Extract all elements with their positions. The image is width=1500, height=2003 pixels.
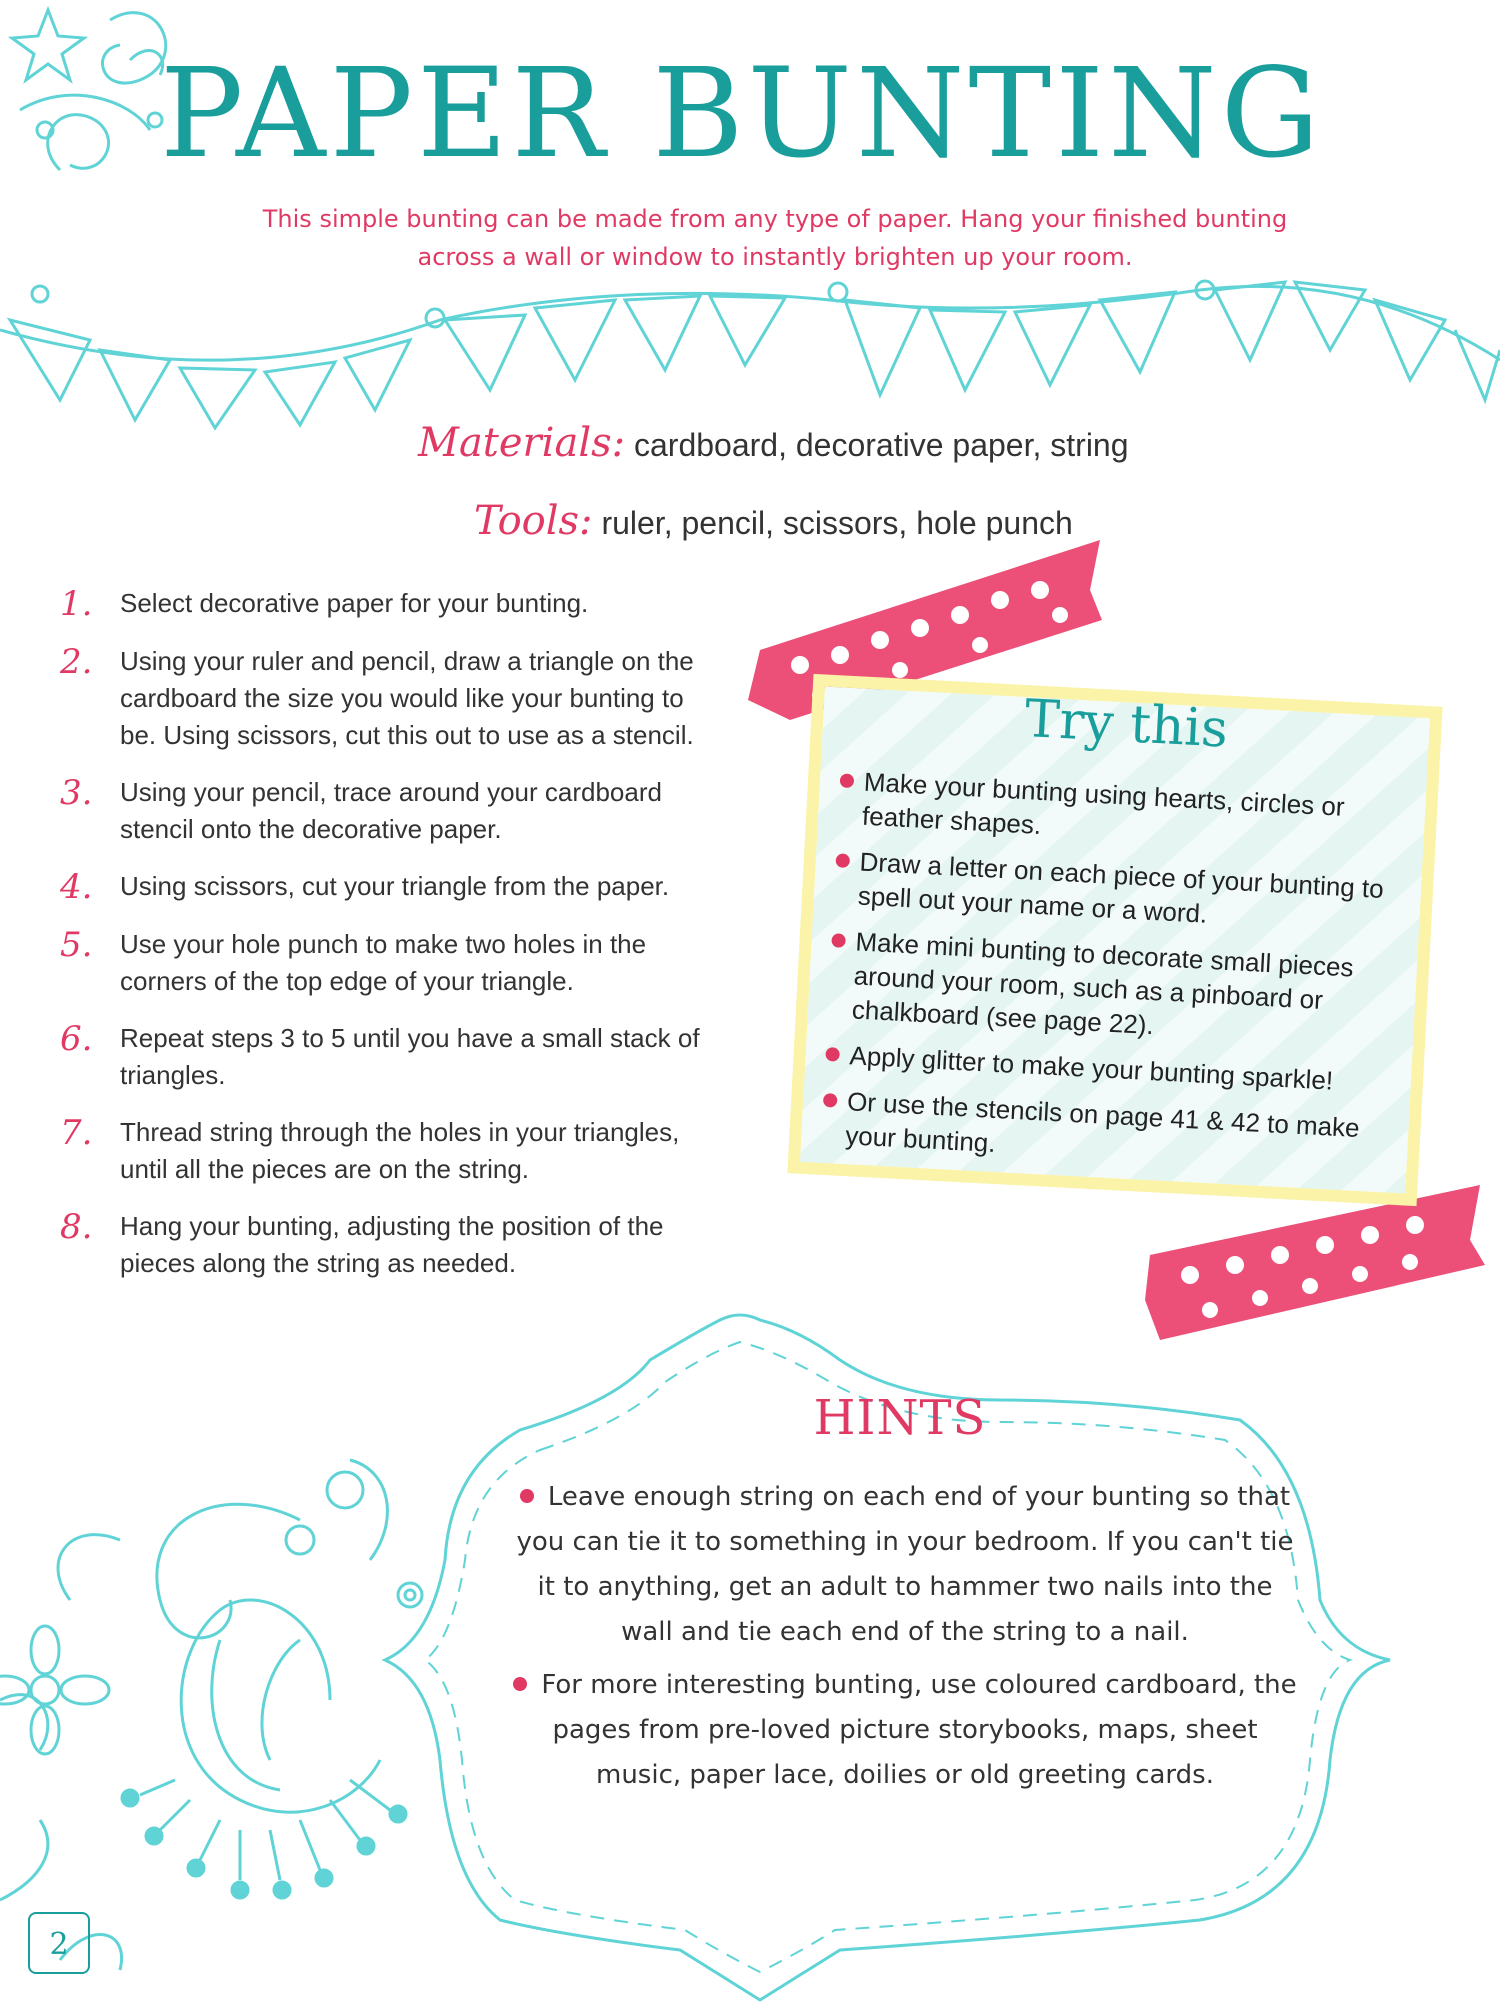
step-number: 5. (60, 925, 93, 965)
step-text: Hang your bunting, adjusting the position of the pieces along the string as needed. (120, 1211, 664, 1278)
page-title: PAPER BUNTING (160, 42, 1324, 186)
tools-text: ruler, pencil, scissors, hole punch (601, 505, 1073, 541)
bullet-icon (513, 1677, 527, 1691)
step-text: Using your pencil, trace around your cardboard stencil onto the decorative paper. (120, 777, 662, 844)
hints-list (510, 1475, 1300, 1806)
step-number: 4. (60, 867, 93, 907)
materials-label: Materials: (418, 420, 626, 466)
materials-text: cardboard, decorative paper, string (634, 427, 1129, 463)
step-item (60, 1114, 730, 1188)
bullet-icon (825, 1047, 840, 1062)
step-number: 1. (60, 584, 93, 624)
washi-tape-icon (1145, 1185, 1485, 1340)
step-item (60, 868, 730, 906)
bullet-icon (835, 853, 850, 868)
try-this-text: Draw a letter on each piece of your bunting to spell out your name or a word. (857, 846, 1385, 929)
step-text: Use your hole punch to make two holes in the corners of the top edge of your triangle. (120, 929, 647, 996)
step-text: Using your ruler and pencil, draw a triangle on the cardboard the size you would like your bunting to be. Using scissors, cut this out to use as a stencil. (120, 646, 694, 750)
flower-icon (0, 1626, 109, 1754)
step-number: 7. (60, 1113, 93, 1153)
step-number: 6. (60, 1019, 93, 1059)
try-this-title: Try this (1023, 689, 1230, 760)
bunting-icon (0, 281, 1500, 428)
try-this-text: Or use the stencils on page 41 & 42 to make your bunting. (844, 1086, 1361, 1159)
hint-item (510, 1475, 1300, 1655)
step-number: 3. (60, 773, 93, 813)
step-item (60, 1020, 730, 1094)
bullet-icon (840, 773, 855, 788)
try-this-box (787, 674, 1442, 1206)
try-this-text: Make your bunting using hearts, circles or feather shapes. (861, 766, 1346, 840)
step-text: Select decorative paper for your bunting. (120, 588, 589, 618)
hint-text: Leave enough string on each end of your bunting so that you can tie it to something in your bedroom. If you can't tie it to anything, get an adult to hammer two nails into the wall and tie each end of the string to a nail. (516, 1482, 1294, 1647)
step-text: Using scissors, cut your triangle from the paper. (120, 871, 670, 901)
step-item (60, 926, 730, 1000)
materials-line (418, 420, 1129, 466)
hint-text: For more interesting bunting, use coloured cardboard, the pages from pre-loved picture storybooks, maps, sheet music, paper lace, doilies or old greeting cards. (541, 1670, 1297, 1790)
bullet-icon (831, 933, 846, 948)
try-this-item (819, 1083, 1402, 1181)
step-text: Thread string through the holes in your triangles, until all the pieces are on the string. (120, 1117, 680, 1184)
step-item (60, 774, 730, 848)
try-this-text: Apply glitter to make your bunting sparkle! (848, 1040, 1334, 1096)
hints-title: HINTS (813, 1390, 987, 1446)
step-item (60, 585, 730, 623)
hint-item (510, 1663, 1300, 1798)
steps-list (60, 585, 730, 1302)
step-text: Repeat steps 3 to 5 until you have a small stack of triangles. (120, 1023, 700, 1090)
step-item (60, 1208, 730, 1282)
bullet-icon (520, 1489, 534, 1503)
swirl-flourish-icon (0, 1460, 422, 1970)
page-number: 2 (28, 1912, 90, 1974)
step-item (60, 643, 730, 754)
step-number: 8. (60, 1207, 93, 1247)
intro-text: This simple bunting can be made from any type of paper. Hang your finished bunting across a wall or window to instantly brighten up your room. (262, 205, 1288, 271)
tools-label: Tools: (474, 498, 593, 544)
step-number: 2. (60, 642, 93, 682)
try-this-item (825, 923, 1410, 1055)
try-this-text: Make mini bunting to decorate small pieces around your room, such as a pinboard or chalkboard (see page 22). (851, 926, 1355, 1041)
tools-line (474, 498, 1073, 544)
bullet-icon (823, 1093, 838, 1108)
top-left-flourish-icon (12, 10, 166, 170)
try-this-list (818, 763, 1418, 1193)
